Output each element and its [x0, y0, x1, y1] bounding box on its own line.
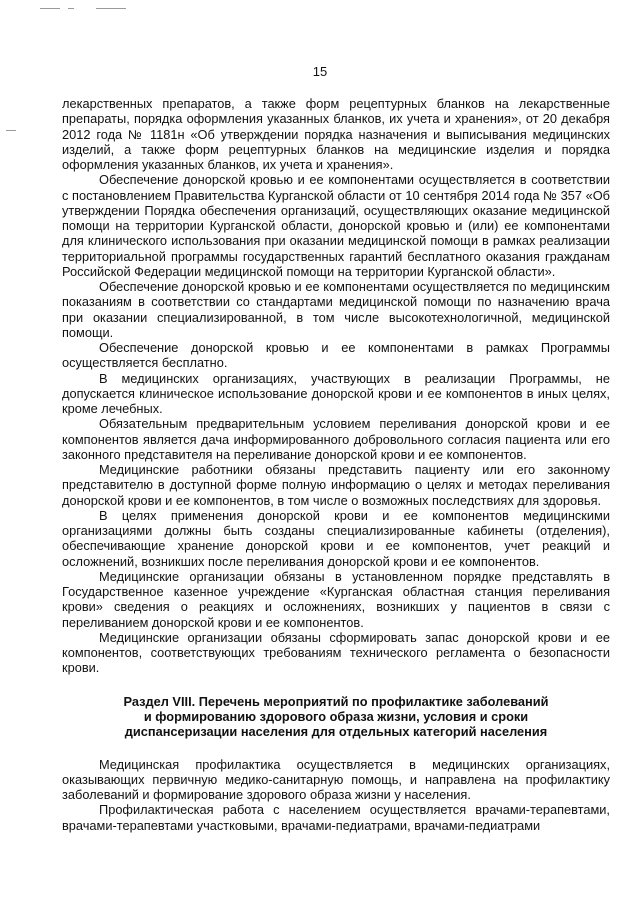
- scan-artifact-left: [6, 130, 16, 131]
- paragraph: Обязательным предварительным условием переливания донорской крови и ее компонентов является дача информированного добровольного согласия пациента или его законного представителя на переливание донорской крови и ее компонентов.: [62, 416, 610, 462]
- paragraph: Профилактическая работа с населением осуществляется врачами-терапевтами, врачами-терапевтами участковыми, врачами-педиатрами, врачами-педиатрами: [62, 802, 610, 833]
- section-heading-line: диспансеризации населения для отдельных категорий населения: [124, 724, 548, 740]
- paragraph: В целях применения донорской крови и ее компонентов медицинскими организациями должны быть созданы специализированные кабинеты (отделения), обеспечивающие хранение донорской крови и ее компонентов, учет реакций и осложнений, возникших после переливания донорской крови и ее компонентов.: [62, 507, 610, 569]
- paragraph: Медицинская профилактика осуществляется в медицинских организациях, оказывающих первичную медико-санитарную помощь, и направлена на профилактику заболеваний и формирование здорового образа жизни у населения.: [62, 756, 610, 803]
- paragraph: В медицинских организациях, участвующих в реализации Программы, не допускается клиническое использование донорской крови и ее компонентов в иных целях, кроме лечебных.: [62, 370, 610, 416]
- section-heading: [62, 694, 610, 740]
- paragraph: Обеспечение донорской кровью и ее компонентами в рамках Программы осуществляется бесплатно.: [62, 340, 610, 371]
- page-number: 15: [312, 64, 328, 79]
- paragraph: Медицинские работники обязаны представить пациенту или его законному представителю в доступной форме полную информацию о целях и методах переливания донорской крови и ее компонентов, в том числе о возможных последствиях для здоровья.: [62, 462, 610, 508]
- paragraph: лекарственных препаратов, а также форм рецептурных бланков на лекарственные препараты, порядка оформления указанных бланков, их учета и хранения», от 20 декабря 2012 года № 1181н «Об утверждении порядка назначения и выписывания медицинских изделий, а также форм рецептурных бланков на медицинские изделия и порядка оформления указанных бланков, их учета и хранения».: [62, 96, 610, 172]
- scan-artifact-top: [96, 8, 126, 9]
- paragraph: Медицинские организации обязаны сформировать запас донорской крови и ее компонентов, соответствующих требованиям технического регламента о безопасности крови.: [62, 629, 610, 676]
- scan-artifact-top: [68, 8, 74, 9]
- paragraph: Обеспечение донорской кровью и ее компонентами осуществляется в соответствии с постановлением Правительства Курганской области от 10 сентября 2014 года № 357 «Об утверждении Порядка обеспечения организаций, осуществляющих оказание медицинской помощи на территории Курганской области, донорской кровью и (или) ее компонентами для клинического использования при оказании медицинской помощи в рамках реализации территориальной программы государственных гарантий бесплатного оказания гражданам Российской Федерации медицинской помощи на территории Курганской области».: [62, 172, 610, 279]
- document-body: [62, 96, 610, 833]
- scan-artifact-top: [40, 8, 60, 9]
- section-heading-line: Раздел VIII. Перечень мероприятий по профилактике заболеваний: [123, 693, 549, 709]
- paragraph: Медицинские организации обязаны в установленном порядке представлять в Государственное казенное учреждение «Курганская областная станция переливания крови» сведения о реакциях и осложнениях, возникших у пациентов в связи с переливанием донорской крови и ее компонентов.: [62, 568, 610, 630]
- section-heading-line: и формированию здорового образа жизни, условия и сроки: [143, 708, 529, 724]
- paragraph: Обеспечение донорской кровью и ее компонентами осуществляется по медицинским показаниям в соответствии со стандартами медицинской помощи по назначению врача при оказании специализированной, в том числе высокотехнологичной, медицинской помощи.: [62, 279, 610, 340]
